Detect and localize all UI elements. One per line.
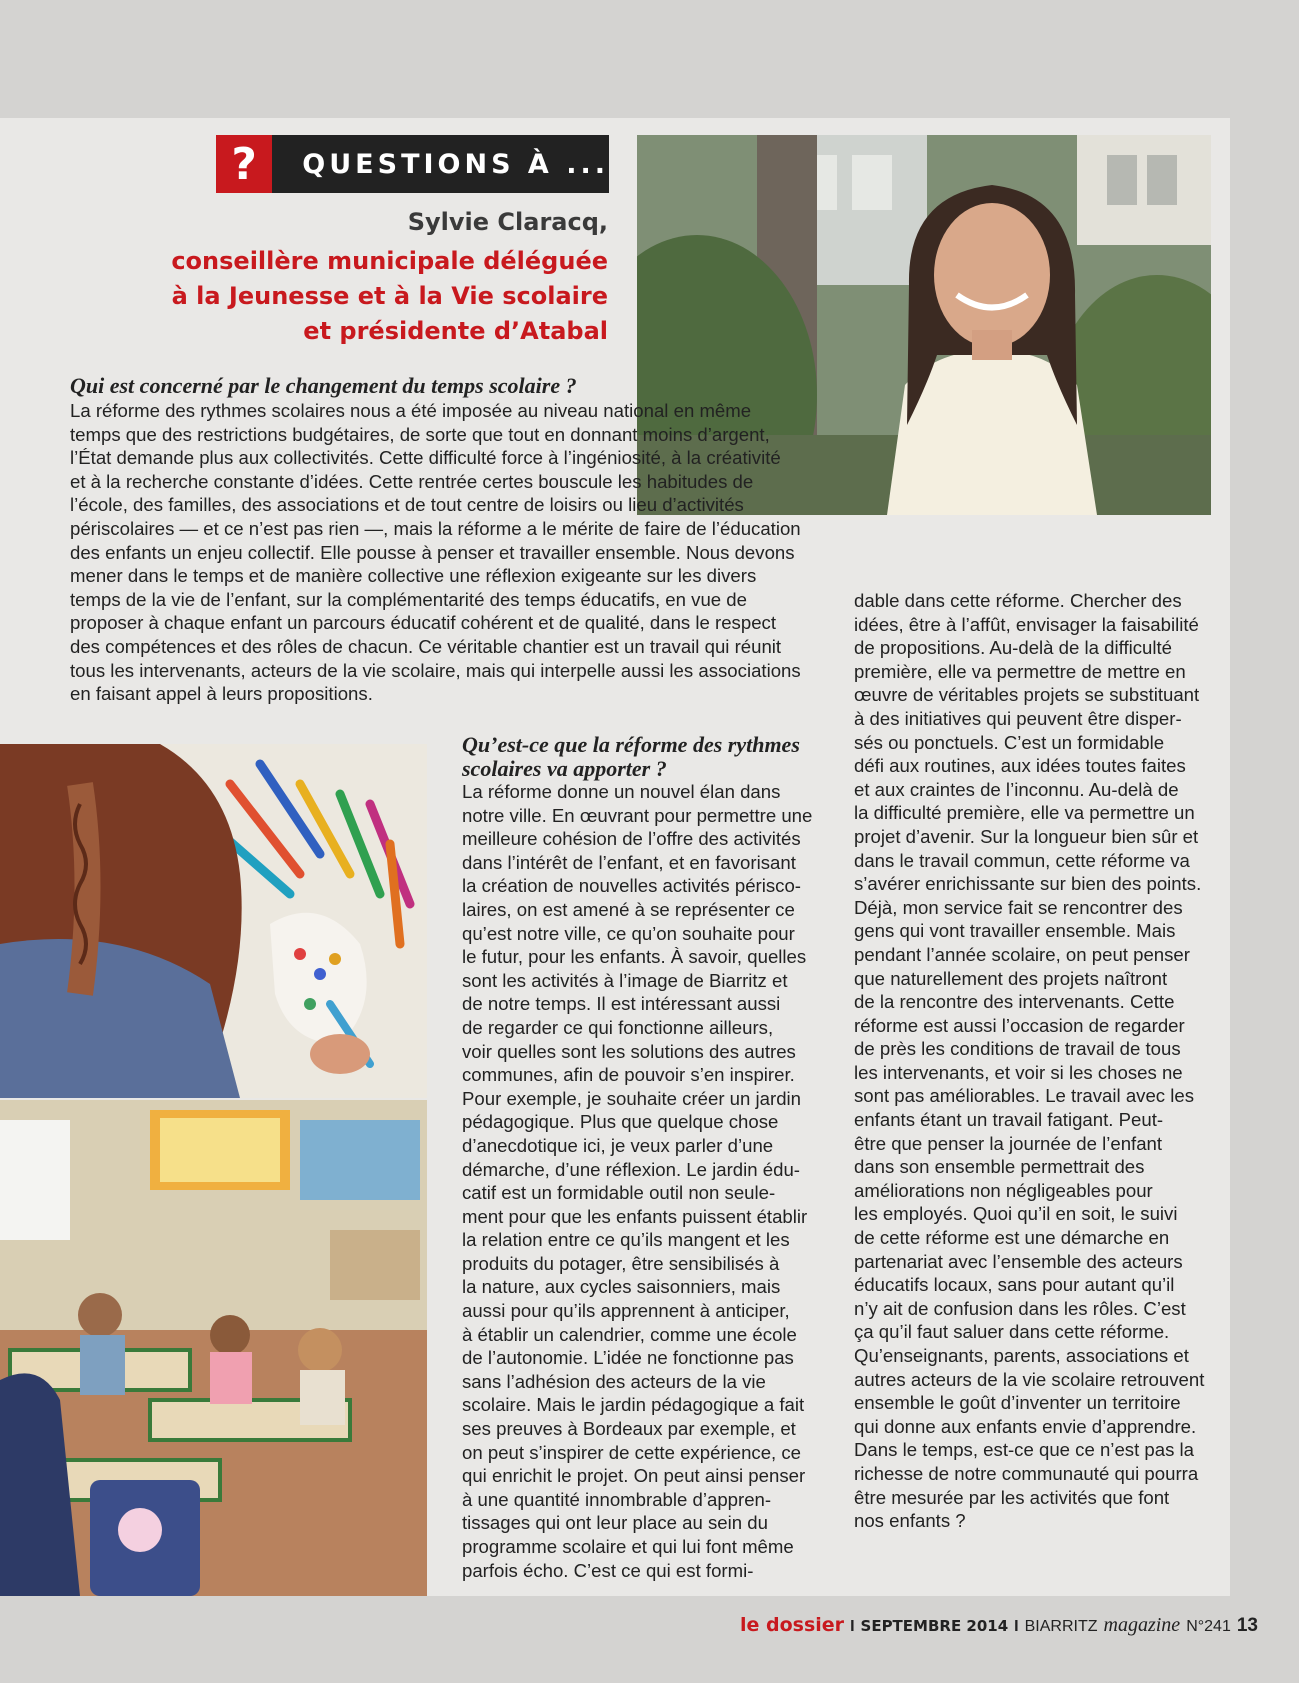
text-line: de propositions. Au-delà de la difficulté <box>854 637 1173 659</box>
text-line: la difficulté première, elle va permettre un <box>854 802 1195 824</box>
text-line: à établir un calendrier, comme une école <box>462 1323 797 1345</box>
text-line: mener dans le temps et de manière collective une réflexion exigeante sur les divers <box>70 565 757 587</box>
text-line: qu’est notre ville, ce qu’on souhaite pour <box>462 922 795 944</box>
text-line: enfants étant un travail fatigant. Peut- <box>854 1109 1164 1131</box>
text-line: que naturellement des projets naîtront <box>854 967 1168 989</box>
text-line: de la rencontre des intervenants. Cette <box>854 991 1175 1013</box>
text-line: le futur, pour les enfants. À savoir, quelles <box>462 946 807 968</box>
text-line: œuvre de véritables projets se substituant <box>854 684 1200 706</box>
text-line: autres acteurs de la vie scolaire retrouvent <box>854 1368 1205 1390</box>
text-line: démarche, d’une réflexion. Le jardin édu- <box>462 1158 800 1180</box>
text-line: dans le travail commun, cette réforme va <box>854 849 1190 871</box>
footer-date: SEPTEMBRE 2014 <box>860 1617 1009 1635</box>
text-line: scolaire. Mais le jardin pédagogique a fait <box>462 1394 805 1416</box>
text-line: être que penser la journée de l’enfant <box>854 1132 1163 1154</box>
text-line: tous les intervenants, acteurs de la vie scolaire, mais qui interpelle aussi les associations <box>70 659 801 681</box>
text-line: La réforme donne un nouvel élan dans <box>462 781 781 802</box>
footer-section: le dossier <box>740 1614 845 1636</box>
text-line: richesse de notre communauté qui pourra <box>854 1462 1199 1484</box>
text-line: communes, afin de pouvoir s’en inspirer. <box>462 1064 795 1086</box>
answer-2-column-1 <box>462 780 812 1582</box>
text-line: on peut s’inspirer de cette expérience, ce <box>462 1441 802 1463</box>
text-line: être mesurée par les activités que font <box>854 1486 1170 1508</box>
answer-2-column-2 <box>854 589 1204 1533</box>
role-line: et présidente d’Atabal <box>303 317 608 345</box>
text-line: notre ville. En œuvrant pour permettre une <box>462 804 813 826</box>
text-line: sont les activités à l’image de Biarritz et <box>462 969 788 991</box>
footer-city: BIARRITZ <box>1024 1618 1098 1635</box>
text-line: et à la recherche constante d’idées. Cette rentrée certes bouscule les habitudes de <box>70 470 754 492</box>
text-line: parfois écho. C’est ce qui est formi- <box>462 1559 754 1581</box>
text-line: Qu’enseignants, parents, associations et <box>854 1345 1189 1366</box>
text-line: éducatifs locaux, sans pour autant qu’il <box>854 1274 1175 1296</box>
text-line: la relation entre ce qu’ils mangent et les <box>462 1229 790 1251</box>
question-line: Qu’est-ce que la réforme des rythmes <box>462 732 800 757</box>
text-line: de l’autonomie. L’idée ne fonctionne pas <box>462 1347 794 1369</box>
text-line: d’anecdotique ici, je veux parler d’une <box>462 1134 774 1156</box>
footer-separator: I <box>1014 1618 1019 1635</box>
text-line: ça qu’il faut saluer dans cette réforme. <box>854 1321 1170 1343</box>
text-line: temps de la vie de l’enfant, sur la complémentarité des temps éducatifs, en vue de <box>70 588 747 610</box>
section-title: QUESTIONS À ... <box>302 148 609 180</box>
text-line: la nature, aux cycles saisonniers, mais <box>462 1276 781 1298</box>
text-line: de cette réforme est une démarche en <box>854 1227 1170 1249</box>
text-line: projet d’avenir. Sur la longueur bien sûr et <box>854 825 1199 847</box>
text-line: dans son ensemble permettrait des <box>854 1156 1145 1178</box>
question-1: Qui est concerné par le changement du temps scolaire ? <box>70 373 577 398</box>
child-drawing-photo <box>0 744 427 1098</box>
text-line: périscolaires — et ce n’est pas rien —, mais la réforme a le mérite de faire de l’éducation <box>70 517 801 539</box>
text-line: des enfants un enjeu collectif. Elle pousse à penser et travailler ensemble. Nous devons <box>70 541 795 563</box>
text-line: ensemble le goût d’inventer un territoire <box>854 1392 1181 1414</box>
text-line: à des initiatives qui peuvent être disper- <box>854 707 1182 729</box>
text-line: proposer à chaque enfant un parcours éducatif cohérent et de qualité, dans le respect <box>70 612 776 634</box>
text-line: dans l’intérêt de l’enfant, et en favorisant <box>462 851 796 873</box>
role-line: à la Jeunesse et à la Vie scolaire <box>171 282 608 310</box>
text-line: à une quantité innombrable d’appren- <box>462 1488 772 1510</box>
text-line: améliorations non négligeables pour <box>854 1179 1153 1201</box>
text-line: de notre temps. Il est intéressant aussi <box>462 993 781 1015</box>
text-line: Déjà, mon service fait se rencontrer des <box>854 896 1183 918</box>
classroom-illustration <box>0 1100 427 1596</box>
text-line: dable dans cette réforme. Chercher des <box>854 590 1182 611</box>
page-number: 13 <box>1236 1615 1258 1636</box>
role-line: conseillère municipale déléguée <box>171 247 608 275</box>
text-line: la création de nouvelles activités périsco- <box>462 875 801 897</box>
text-line: l’école, des familles, des associations et de tout centre de loisirs ou lieu d’activités <box>70 494 744 516</box>
text-line: de regarder ce qui fonctionne ailleurs, <box>462 1016 774 1038</box>
question-mark-icon: ? <box>216 135 272 193</box>
text-line: gens qui vont travailler ensemble. Mais <box>854 920 1176 942</box>
text-line: s’avérer enrichissante sur bien des points. <box>854 873 1202 895</box>
text-line: sans l’adhésion des acteurs de la vie <box>462 1370 766 1392</box>
text-line: voir quelles sont les solutions des autres <box>462 1040 796 1062</box>
text-line: qui enrichit le projet. On peut ainsi penser <box>462 1465 806 1487</box>
text-line: de près les conditions de travail de tous <box>854 1038 1181 1060</box>
text-line: en faisant appel à leurs propositions. <box>70 683 373 705</box>
text-line: qui donne aux enfants envie d’apprendre. <box>854 1415 1197 1437</box>
text-line: des compétences et des rôles de chacun. Ce véritable chantier est un travail qui réunit <box>70 635 782 657</box>
text-line: pendant l’année scolaire, on peut penser <box>854 943 1190 965</box>
text-line: aussi pour qu’ils apprennent à anticiper, <box>462 1300 790 1322</box>
question-line: scolaires va apporter ? <box>462 756 667 781</box>
classroom-photo <box>0 1100 427 1596</box>
text-line: La réforme des rythmes scolaires nous a été imposée au niveau national en même <box>70 400 752 421</box>
text-line: idées, être à l’affût, envisager la faisabilité <box>854 613 1199 635</box>
question-2 <box>462 733 800 781</box>
text-line: catif est un formidable outil non seule- <box>462 1182 776 1204</box>
text-line: pédagogique. Plus que quelque chose <box>462 1111 779 1133</box>
footer-separator: I <box>850 1618 855 1635</box>
page-footer <box>740 1614 1258 1637</box>
text-line: et aux craintes de l’inconnu. Au-delà de <box>854 778 1179 800</box>
text-line: les employés. Quoi qu’il en soit, le suivi <box>854 1203 1178 1225</box>
footer-magazine: magazine <box>1103 1614 1181 1636</box>
text-line: première, elle va permettre de mettre en <box>854 660 1186 682</box>
interviewee-role <box>100 244 608 349</box>
text-line: sont pas améliorables. Le travail avec les <box>854 1085 1195 1107</box>
text-line: programme scolaire et qui lui font même <box>462 1536 794 1557</box>
interviewee-name: Sylvie Claracq, <box>407 208 608 236</box>
text-line: réforme est aussi l’occasion de regarder <box>854 1014 1185 1036</box>
text-line: l’État demande plus aux collectivités. Cette difficulté force à l’ingéniosité, à la créativité <box>70 447 781 469</box>
text-line: nos enfants ? <box>854 1510 966 1532</box>
text-line: tissages qui ont leur place au sein du <box>462 1512 768 1534</box>
text-line: les intervenants, et voir si les choses ne <box>854 1061 1183 1083</box>
text-line: partenariat avec l’ensemble des acteurs <box>854 1250 1183 1272</box>
child-drawing-illustration <box>0 744 427 1098</box>
section-header <box>216 135 609 193</box>
text-line: défi aux routines, aux idées toutes faites <box>854 755 1186 777</box>
text-line: Dans le temps, est-ce que ce n’est pas la <box>854 1439 1195 1461</box>
footer-issue: N°241 <box>1186 1618 1231 1635</box>
text-line: temps que des restrictions budgétaires, de sorte que tout en donnant moins d’argent, <box>70 423 770 445</box>
text-line: sés ou ponctuels. C’est un formidable <box>854 731 1165 753</box>
text-line: n’y ait de confusion dans les rôles. C’est <box>854 1297 1186 1319</box>
text-line: produits du potager, être sensibilisés à <box>462 1252 780 1274</box>
answer-1 <box>70 399 801 706</box>
text-line: ment pour que les enfants puissent établir <box>462 1205 808 1227</box>
text-line: meilleure cohésion de l’offre des activités <box>462 828 801 850</box>
text-line: laires, on est amené à se représenter ce <box>462 898 795 920</box>
text-line: ses preuves à Bordeaux par exemple, et <box>462 1418 796 1440</box>
text-line: Pour exemple, je souhaite créer un jardin <box>462 1087 802 1109</box>
